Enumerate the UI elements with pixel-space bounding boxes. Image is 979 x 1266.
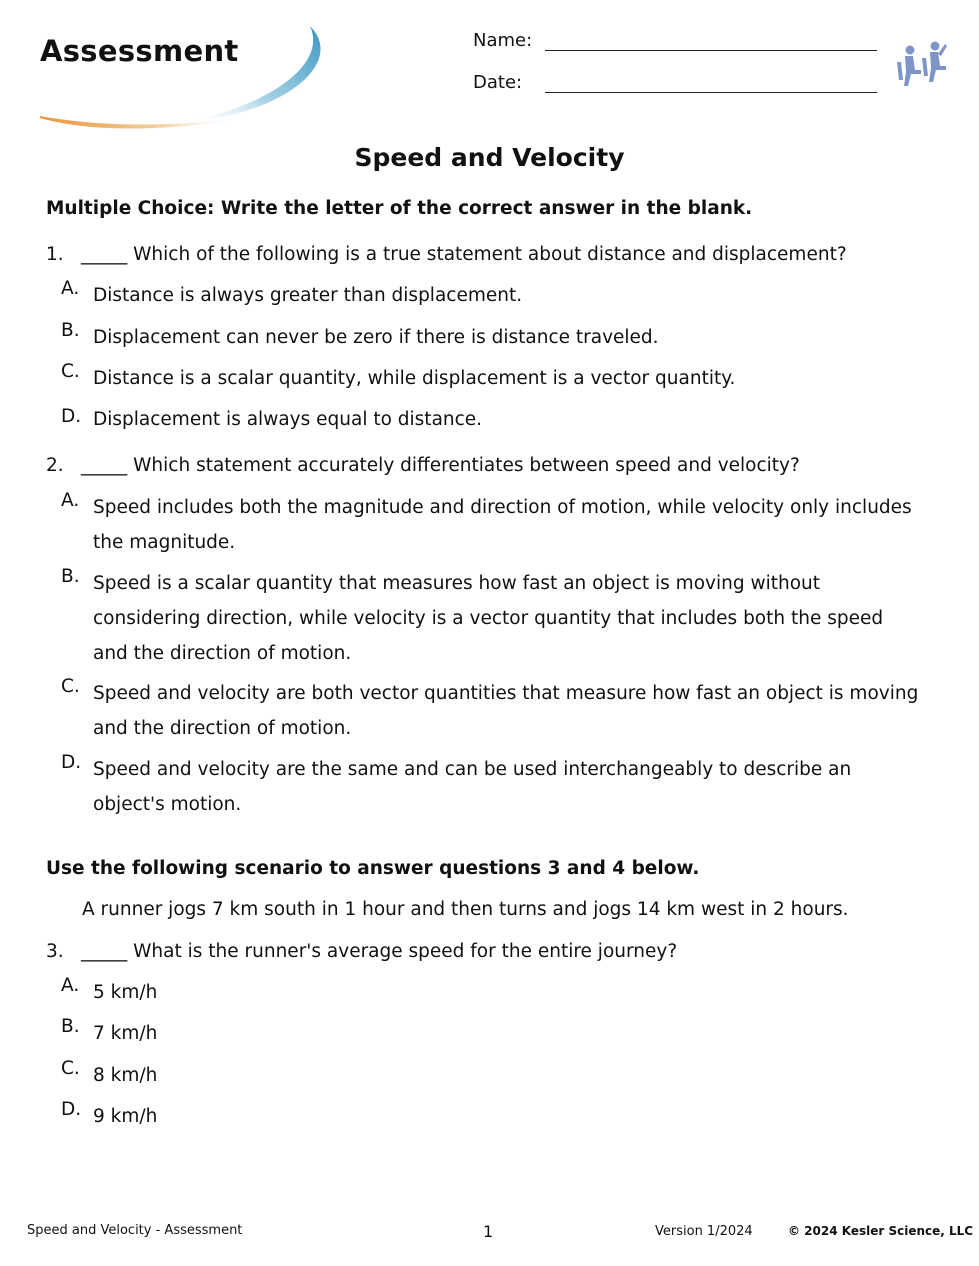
- option-letter: D.: [61, 406, 82, 427]
- option-text: Distance is always greater than displacement.: [93, 285, 523, 306]
- option-letter: B.: [61, 566, 80, 587]
- option-text: 5 km/h: [93, 982, 158, 1003]
- option-letter: A.: [61, 975, 80, 996]
- option-letter: C.: [61, 676, 80, 697]
- question-1: [46, 244, 847, 265]
- answer-blank[interactable]: _____: [81, 455, 128, 476]
- option-1c: [61, 361, 921, 396]
- option-text: Speed and velocity are both vector quantities that measure how fast an object is moving and the direction of motion.: [93, 683, 919, 739]
- option-text: Displacement can never be zero if there is distance traveled.: [93, 327, 659, 348]
- option-text: Speed and velocity are the same and can be used interchangeably to describe an object's motion.: [93, 759, 852, 815]
- page-number: 1: [483, 1222, 494, 1241]
- option-1b: [61, 320, 921, 355]
- option-1a: [61, 278, 921, 313]
- option-letter: B.: [61, 1016, 80, 1037]
- assessment-label: Assessment: [40, 34, 239, 68]
- question-text: Which statement accurately differentiates between speed and velocity?: [133, 455, 800, 476]
- option-3a: [61, 975, 921, 1010]
- option-2b: [61, 566, 921, 671]
- option-text: 9 km/h: [93, 1106, 158, 1127]
- option-text: Displacement is always equal to distance.: [93, 409, 483, 430]
- option-text: Speed is a scalar quantity that measures how fast an object is moving without considering direction, while velocity is a vector quantity that includes both the speed and the direction of motion.: [93, 573, 884, 664]
- option-letter: A.: [61, 490, 80, 511]
- question-2: [46, 455, 800, 476]
- footer-version: Version 1/2024: [655, 1224, 753, 1239]
- option-3b: [61, 1016, 921, 1051]
- question-text: What is the runner's average speed for the entire journey?: [133, 941, 678, 962]
- option-letter: B.: [61, 320, 80, 341]
- question-text: Which of the following is a true statement about distance and displacement?: [133, 244, 847, 265]
- date-label: Date:: [473, 72, 523, 93]
- option-2a: [61, 490, 921, 560]
- option-1d: [61, 402, 921, 437]
- option-letter: A.: [61, 278, 80, 299]
- option-letter: D.: [61, 752, 82, 773]
- footer-doc-name: Speed and Velocity - Assessment: [27, 1223, 243, 1238]
- option-text: Distance is a scalar quantity, while displacement is a vector quantity.: [93, 368, 736, 389]
- answer-blank[interactable]: _____: [81, 941, 128, 962]
- students-icon: [893, 40, 949, 92]
- scenario-heading: Use the following scenario to answer questions 3 and 4 below.: [46, 858, 700, 879]
- option-text: Speed includes both the magnitude and direction of motion, while velocity only includes the magnitude.: [93, 497, 912, 553]
- option-3c: [61, 1058, 921, 1093]
- option-text: 7 km/h: [93, 1023, 158, 1044]
- footer-copyright: © 2024 Kesler Science, LLC: [788, 1224, 974, 1238]
- option-2c: [61, 676, 921, 746]
- option-letter: D.: [61, 1099, 82, 1120]
- answer-blank[interactable]: _____: [81, 244, 128, 265]
- question-number: 3.: [46, 941, 64, 962]
- instructions: Multiple Choice: Write the letter of the correct answer in the blank.: [46, 198, 753, 219]
- option-2d: [61, 752, 921, 822]
- question-3: [46, 941, 677, 962]
- name-label: Name:: [473, 30, 533, 51]
- option-letter: C.: [61, 361, 80, 382]
- page-title: Speed and Velocity: [354, 143, 625, 172]
- question-number: 1.: [46, 244, 64, 265]
- scenario-text: A runner jogs 7 km south in 1 hour and then turns and jogs 14 km west in 2 hours.: [82, 899, 849, 920]
- name-field[interactable]: [545, 50, 877, 51]
- option-3d: [61, 1099, 921, 1134]
- question-number: 2.: [46, 455, 64, 476]
- option-letter: C.: [61, 1058, 80, 1079]
- date-field[interactable]: [545, 92, 877, 93]
- option-text: 8 km/h: [93, 1065, 158, 1086]
